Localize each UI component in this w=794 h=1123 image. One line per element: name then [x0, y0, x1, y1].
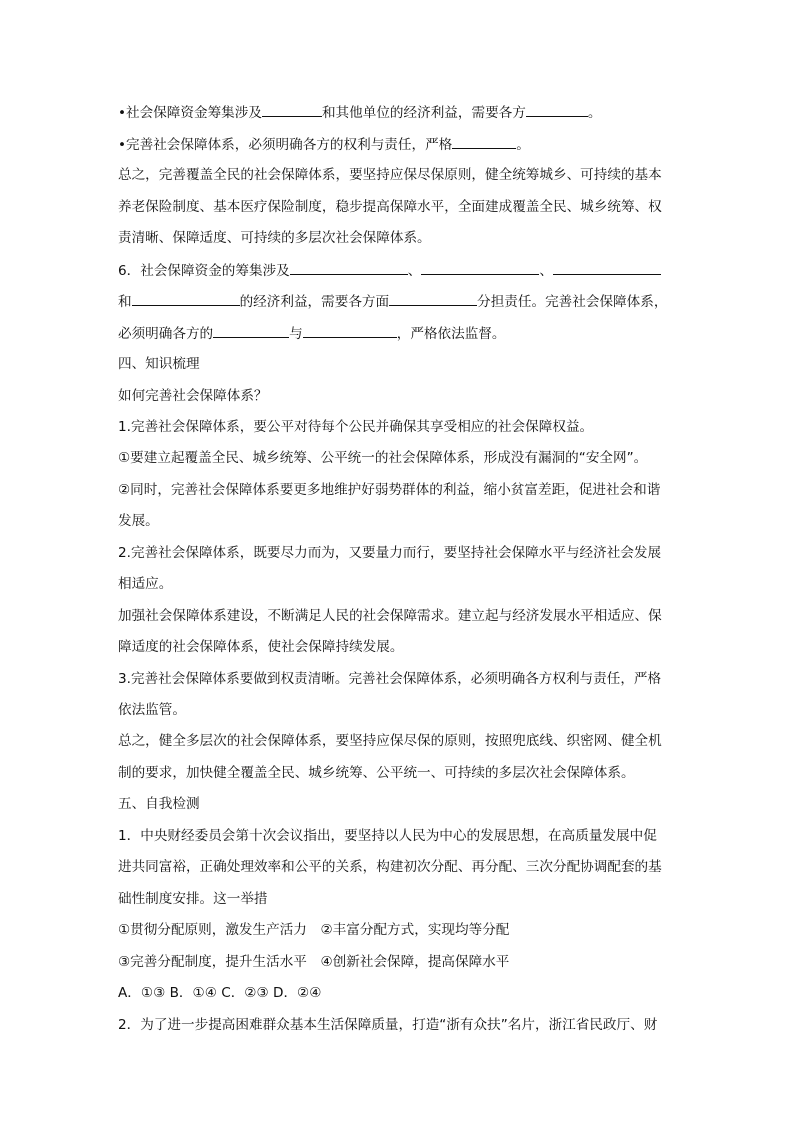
knowledge-point-1: 1.完善社会保障体系，要公平对待每个公民并确保其享受相应的社会保障权益。	[118, 419, 594, 435]
answer-blank[interactable]	[262, 102, 322, 117]
question-1-options-1-2: ①贯彻分配原则，激发生产活力 ②丰富分配方式，实现均等分配	[118, 922, 510, 938]
answer-blank[interactable]	[526, 102, 588, 117]
knowledge-summary: 总之，健全多层次的社会保障体系，要坚持应保尽保的原则，按照兜底线、织密网、健全机	[118, 733, 662, 749]
knowledge-summary-cont: 制的要求，加快健全覆盖全民、城乡统筹、公平统一、可持续的多层次社会保障体系。	[118, 765, 635, 781]
question-6-line-1: 6．社会保障资金的筹集涉及 、 、	[118, 260, 678, 281]
summary-paragraph-line: 责清晰、保障适度、可持续的多层次社会保障体系。	[118, 230, 431, 246]
answer-blank[interactable]	[452, 134, 516, 149]
question-6-line-3: 必须明确各方的 与 ，严格依法监督。	[118, 323, 678, 344]
section-heading-self-check: 五、自我检测	[118, 796, 200, 812]
summary-paragraph-line: 养老保险制度、基本医疗保险制度，稳步提高保障水平，全面建成覆盖全民、城乡统筹、权	[118, 199, 662, 215]
question-1-options-3-4: ③完善分配制度，提升生活水平 ④创新社会保障，提高保障水平	[118, 954, 510, 970]
knowledge-point-3: 3.完善社会保障体系要做到权责清晰。完善社会保障体系，必须明确各方权利与责任，严格	[118, 671, 662, 687]
answer-blank[interactable]	[553, 260, 661, 275]
fill-blank-item-1: •社会保障资金筹集涉及 和其他单位的经济利益，需要各方 。	[118, 102, 678, 123]
knowledge-point-2-cont: 相适应。	[118, 576, 173, 592]
knowledge-point-1-a: ①要建立起覆盖全民、城乡统筹、公平统一的社会保障体系，形成没有漏洞的“安全网”。	[118, 450, 648, 466]
summary-paragraph-line: 总之，完善覆盖全民的社会保障体系，要坚持应保尽保原则，健全统筹城乡、可持续的基本	[118, 167, 662, 183]
answer-blank[interactable]	[213, 323, 289, 338]
question-1-stem-cont: 进共同富裕，正确处理效率和公平的关系，构建初次分配、再分配、三次分配协调配套的基	[118, 859, 662, 875]
answer-blank[interactable]	[421, 260, 539, 275]
sub-heading-question: 如何完善社会保障体系？	[118, 388, 268, 404]
question-1-choices: A．①③ B．①④ C．②③ D．②④	[118, 985, 322, 1001]
question-2-stem: 2．为了进一步提高困难群众基本生活保障质量，打造“浙有众扶”名片，浙江省民政厅、财	[118, 1017, 658, 1033]
fill-blank-item-2: •完善社会保障体系，必须明确各方的权利与责任，严格 。	[118, 134, 678, 155]
answer-blank[interactable]	[290, 260, 408, 275]
knowledge-point-3-cont: 依法监管。	[118, 702, 186, 718]
question-1-stem-end: 础性制度安排。这一举措	[118, 891, 268, 907]
section-heading-knowledge: 四、知识梳理	[118, 356, 200, 372]
answer-blank[interactable]	[132, 291, 240, 306]
knowledge-point-1-b: ②同时，完善社会保障体系要更多地维护好弱势群体的利益，缩小贫富差距，促进社会和谐	[118, 482, 661, 498]
question-1-stem: 1．中央财经委员会第十次会议指出，要坚持以人民为中心的发展思想，在高质量发展中促	[118, 828, 657, 844]
answer-blank[interactable]	[303, 323, 397, 338]
knowledge-point-1-b-cont: 发展。	[118, 513, 159, 529]
knowledge-point-2-detail: 加强社会保障体系建设，不断满足人民的社会保障需求。建立起与经济发展水平相适应、保	[118, 608, 662, 624]
answer-blank[interactable]	[389, 291, 477, 306]
question-6-line-2: 和 的经济利益，需要各方面 分担责任。完善社会保障体系，	[118, 291, 678, 312]
knowledge-point-2-detail-cont: 障适度的社会保障体系，使社会保障持续发展。	[118, 639, 404, 655]
knowledge-point-2: 2.完善社会保障体系，既要尽力而为，又要量力而行，要坚持社会保障水平与经济社会发展	[118, 545, 662, 561]
